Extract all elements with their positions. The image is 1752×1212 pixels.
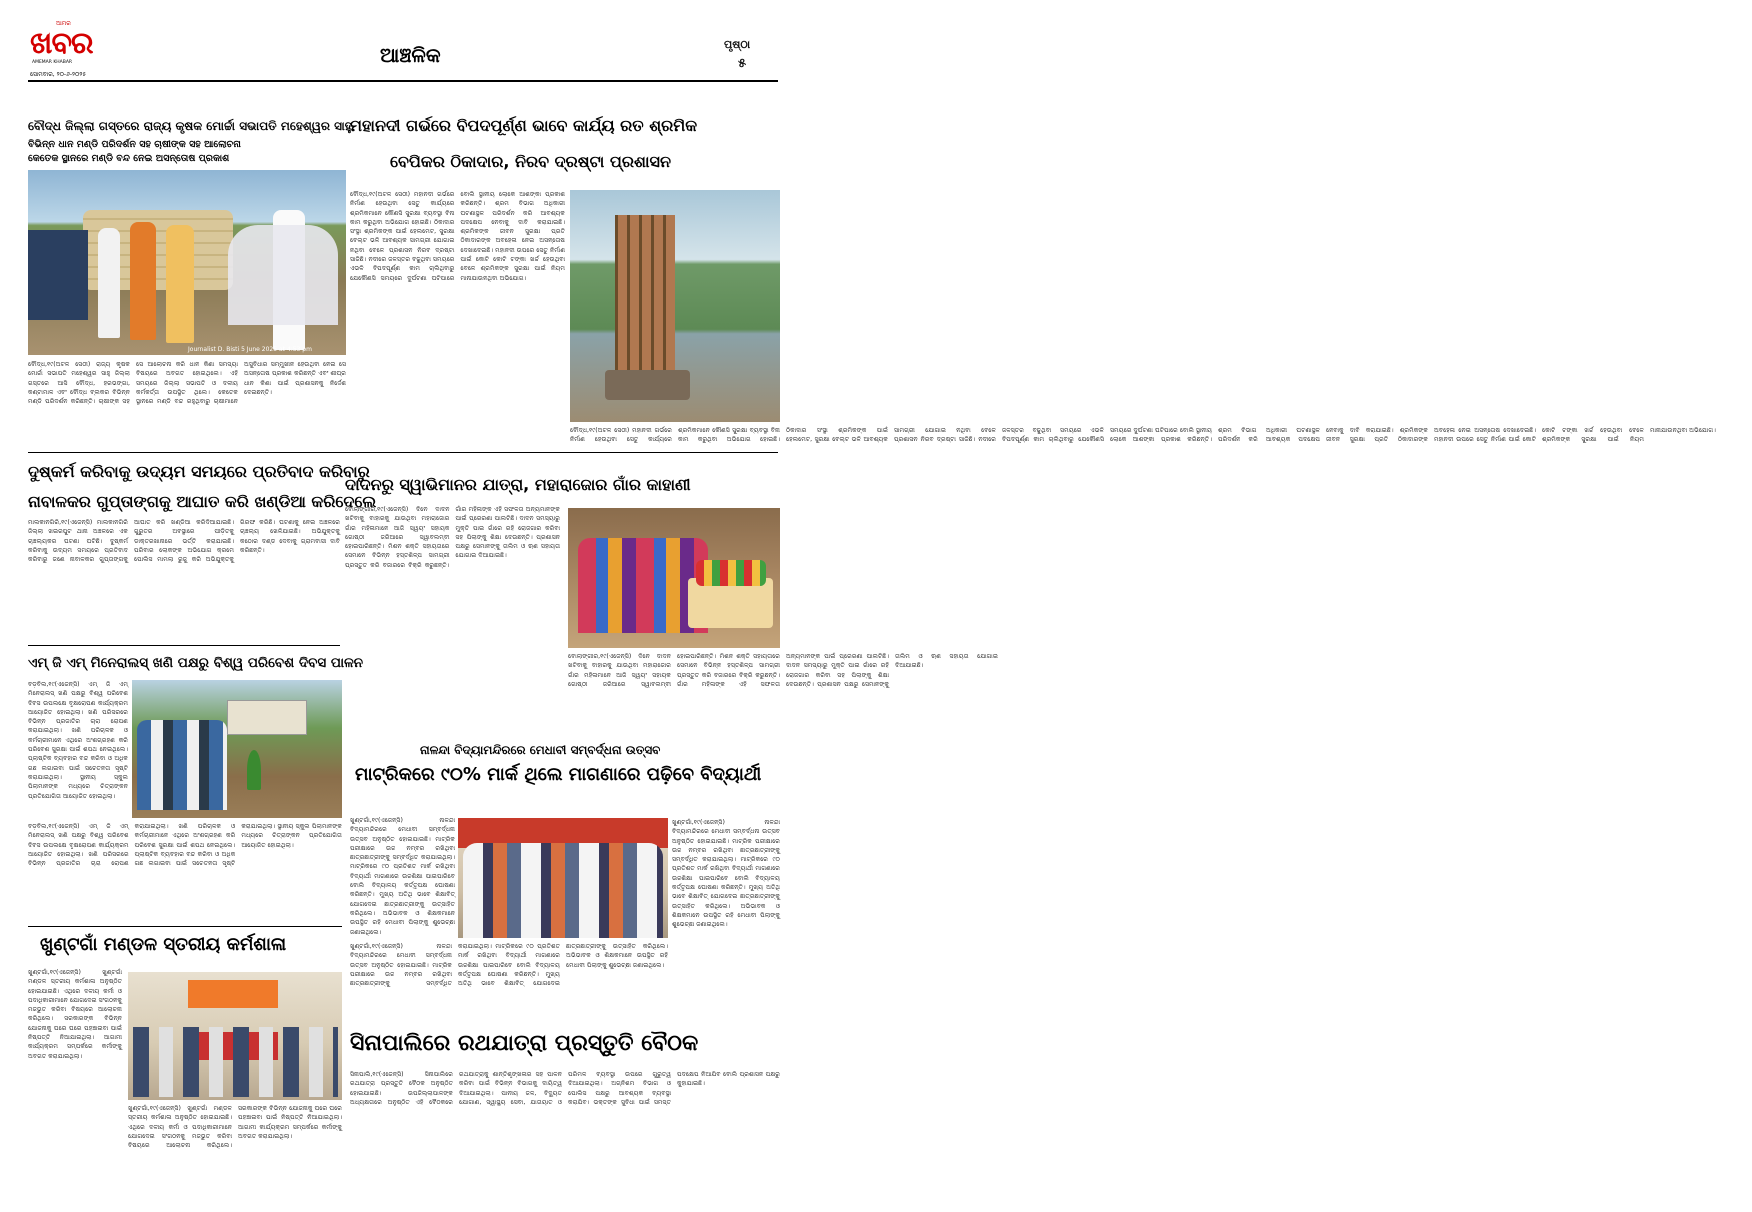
page-label: ପୃଷ୍ଠା <box>724 38 751 51</box>
a4-headline: ଦାଦନରୁ ସ୍ୱାଭିମାନର ଯାତ୍ରା, ମହାରାଜୋର ଗାଁର କାହାଣୀ <box>345 475 691 494</box>
pillar-base <box>605 370 690 400</box>
a6-photo-felicitation <box>458 818 668 938</box>
a6-headline-2: ମାଟ୍ରିକରେ ୯୦% ମାର୍କ ଥିଲେ ମାଗଣାରେ ପଢ଼ିବେ ବିଦ୍ୟାର୍ଥୀ <box>355 764 762 785</box>
attendees <box>463 843 663 938</box>
sapling <box>247 750 261 790</box>
logo <box>30 20 100 70</box>
a3-body: ମାଲକାନଗିରି,୧୯(ଏଜେନ୍ସି) ମାଲକାନଗିରି ଜିଲ୍ଲା ଖଇରପୁଟ ଥାନା ଅଞ୍ଚଳରେ ଏକ ଚାଞ୍ଚଲ୍ୟକର ଘଟଣା ଘଟିଛି। ଦୁଷ୍କର୍ମ କରିବାକୁ ଉଦ୍ୟମ ସମୟରେ ପ୍ରତିବାଦ କରିବାରୁ ଜଣେ ନାବାଳକର ଗୁପ୍ତାଙ୍ଗକୁ ଆଘାତ କରି ଖଣ୍ଡିଆ କରିଦିଆଯାଇଛି। ଗୁରୁତର ଅବସ୍ଥାରେ ପୀଡ଼ିତକୁ ଡାକ୍ତରଖାନାରେ ଭର୍ତ୍ତି କରାଯାଇଛି। ପରିବାର ଲୋକଙ୍କ ଅଭିଯୋଗ କ୍ରମେ ପୋଲିସ ମାମଲା ରୁଜୁ କରି ଅଭିଯୁକ୍ତକୁ ଗିରଫ କରିଛି। ଘଟଣାକୁ ନେଇ ଅଞ୍ଚଳରେ ଚାଞ୍ଚଲ୍ୟ ଖେଳିଯାଇଛି। ଅଭିଯୁକ୍ତକୁ କଠୋର ଦଣ୍ଡ ଦେବାକୁ ଗ୍ରାମବାସୀ ଦାବି କରିଛନ୍ତି। <box>28 519 340 564</box>
tarp <box>28 230 88 320</box>
a6-body: ଖୁଣ୍ଟଗାଁ,୧୯(ଏଜେନ୍ସି) ନାଳନ୍ଦା ବିଦ୍ୟାମନ୍ଦିରରେ ମେଧାବୀ ସମ୍ବର୍ଦ୍ଧନା ଉତ୍ସବ ଅନୁଷ୍ଠିତ ହୋଇଯାଇଛି। ମାଟ୍ରିକ ପରୀକ୍ଷାରେ ଉଚ୍ଚ ନମ୍ବର ରଖିଥିବା ଛାତ୍ରଛାତ୍ରୀଙ୍କୁ ସମ୍ବର୍ଦ୍ଧିତ କରାଯାଇଥିଲା। ମାଟ୍ରିକରେ ୯୦ ପ୍ରତିଶତ ମାର୍କ ରଖିଥିବା ବିଦ୍ୟାର୍ଥୀ ମାଗଣାରେ ଉଚ୍ଚଶିକ୍ଷା ପାଇପାରିବେ ବୋଲି ବିଦ୍ୟାଳୟ କର୍ତ୍ତୃପକ୍ଷ ଘୋଷଣା କରିଛନ୍ତି। ମୁଖ୍ୟ ଅତିଥି ଭାବେ ଶିକ୍ଷାବିତ୍ ଯୋଗଦେଇ ଛାତ୍ରଛାତ୍ରୀଙ୍କୁ ଉତ୍ସାହିତ କରିଥିଲେ। ଅଭିଭାବକ ଓ ଶିକ୍ଷକମାନେ ଉପସ୍ଥିତ ରହି ମେଧାବୀ ପିଲାଙ୍କୁ ଶୁଭେଚ୍ଛା ଜଣାଇଥିଲେ। <box>350 817 455 936</box>
a4-photo-women-group <box>568 508 780 648</box>
pillar-scaffold <box>615 215 675 390</box>
a2-body-columns: ବୌଦ୍ଧ,୧୯(ଅଟଳ ସେଠୀ) ମହାନଦୀ ଗର୍ଭରେ ନିର୍ମାଣ ହେଉଥିବା ସେତୁ କାର୍ଯ୍ୟରେ ଶ୍ରମିକମାନେ କୌଣସି ସୁରକ୍ଷା ବ୍ୟବସ୍ଥା ବିନା କାମ କରୁଥିବା ଅଭିଯୋଗ ହୋଇଛି। ଠିକାଦାର ସଂସ୍ଥା ଶ୍ରମିକଙ୍କ ପାଇଁ ହେଲମେଟ, ସୁରକ୍ଷା ବେଲ୍ଟ ଭଳି ଆବଶ୍ୟକ ସାମଗ୍ରୀ ଯୋଗାଇ ନଥିବା ବେଳେ ପ୍ରଶାସନ ନିରବ ଦ୍ରଷ୍ଟା ସାଜିଛି। ନଦୀରେ ଜଳସ୍ତର ବଢୁଥିବା ସମୟରେ ଏଭଳି ବିପଦପୂର୍ଣ୍ଣ କାମ ଚାଲିଥିବାରୁ ଯେକୌଣସି ସମୟରେ ଦୁର୍ଘଟଣା ଘଟିପାରେ ବୋଲି ସ୍ଥାନୀୟ ଲୋକେ ଆଶଙ୍କା ପ୍ରକାଶ କରିଛନ୍ତି। ଶ୍ରମ ବିଭାଗ ଅଧିକାରୀ ଘଟଣାସ୍ଥଳ ପରିଦର୍ଶନ କରି ଆବଶ୍ୟକ ପଦକ୍ଷେପ ନେବାକୁ ଦାବି କରାଯାଇଛି। ଶ୍ରମିକଙ୍କ ଜୀବନ ସୁରକ୍ଷା ପ୍ରତି ଠିକାଦାରଙ୍କ ଅବହେଳା ନେଇ ଅସନ୍ତୋଷ ଦେଖାଦେଇଛି। ମହାନଦୀ ଉପରେ ସେତୁ ନିର୍ମାଣ ପାଇଁ କୋଟି କୋଟି ଟଙ୍କା ଖର୍ଚ୍ଚ ହେଉଥିବା ବେଳେ ଶ୍ରମିକଙ୍କ ସୁରକ୍ଷା ପାଇଁ ନିୟମ ମାନାଯାଉନଥିବା ଅଭିଯୋଗ। <box>350 191 565 282</box>
a1-headline: ବୌଦ୍ଧ ଜିଲ୍ଲା ଗସ୍ତରେ ରାଜ୍ୟ କୃଷକ ମୋର୍ଚ୍ଚା ସଭାପତି ମହେଶ୍ୱର ସାହୁ <box>28 119 352 133</box>
a2-photo-bridge-pillar <box>570 190 780 422</box>
a6-body-bottom: ଖୁଣ୍ଟଗାଁ,୧୯(ଏଜେନ୍ସି) ନାଳନ୍ଦା ବିଦ୍ୟାମନ୍ଦିରରେ ମେଧାବୀ ସମ୍ବର୍ଦ୍ଧନା ଉତ୍ସବ ଅନୁଷ୍ଠିତ ହୋଇଯାଇଛି। ମାଟ୍ରିକ ପରୀକ୍ଷାରେ ଉଚ୍ଚ ନମ୍ବର ରଖିଥିବା ଛାତ୍ରଛାତ୍ରୀଙ୍କୁ ସମ୍ବର୍ଦ୍ଧିତ କରାଯାଇଥିଲା। ମାଟ୍ରିକରେ ୯୦ ପ୍ରତିଶତ ମାର୍କ ରଖିଥିବା ବିଦ୍ୟାର୍ଥୀ ମାଗଣାରେ ଉଚ୍ଚଶିକ୍ଷା ପାଇପାରିବେ ବୋଲି ବିଦ୍ୟାଳୟ କର୍ତ୍ତୃପକ୍ଷ ଘୋଷଣା କରିଛନ୍ତି। ମୁଖ୍ୟ ଅତିଥି ଭାବେ ଶିକ୍ଷାବିତ୍ ଯୋଗଦେଇ ଛାତ୍ରଛାତ୍ରୀଙ୍କୁ ଉତ୍ସାହିତ କରିଥିଲେ। ଅଭିଭାବକ ଓ ଶିକ୍ଷକମାନେ ଉପସ୍ଥିତ ରହି ମେଧାବୀ ପିଲାଙ୍କୁ ଶୁଭେଚ୍ଛା ଜଣାଇଥିଲେ। <box>350 943 668 988</box>
divider-2 <box>28 645 340 646</box>
a1-body: ବୌଦ୍ଧ,୧୯(ଅଟଳ ସେଠୀ) ରାଜ୍ୟ କୃଷକ ମୋର୍ଚ୍ଚା ସଭାପତି ମହେଶ୍ୱର ସାହୁ ଜିଲ୍ଲା ଗସ୍ତରେ ଆସି ବୌଦ୍ଧ, ହରଭଙ୍ଗା, କଣ୍ଟାମାଳ ଏବଂ ବୌଦ୍ଧ ବ୍ଲକର ବିଭିନ୍ନ ମଣ୍ଡି ପରିଦର୍ଶନ କରିଛନ୍ତି। ଚାଷୀଙ୍କ ସହ ସେ ଆଲୋଚନା କରି ଧାନ କିଣା ସମସ୍ୟା ବିଷୟରେ ଅବଗତ ହୋଇଥିଲେ। ଏହି ସମୟରେ ଜିଲ୍ଲା ସଭାପତି ଓ ଦଳୀୟ କର୍ମକର୍ତ୍ତା ଉପସ୍ଥିତ ଥିଲେ। କେତେକ ସ୍ଥାନରେ ମଣ୍ଡି ବନ୍ଦ ରହୁଥିବାରୁ ଚାଷୀମାନେ ଅସୁବିଧାର ସମ୍ମୁଖୀନ ହେଉଥିବା ନେଇ ସେ ଅସନ୍ତୋଷ ପ୍ରକାଶ କରିଛନ୍ତି ଏବଂ ଶୀଘ୍ର ଧାନ କିଣା ପାଇଁ ପ୍ରଶାସନକୁ ନିର୍ଦ୍ଦେଶ ଦେଇଛନ୍ତି। <box>28 361 346 406</box>
issue-date: ସୋମବାର, ୨୦-୬-୨୦୨୫ <box>30 71 87 78</box>
a4-body-continued: ବୋଲାଙ୍ଗୀର,୧୯(ଏଜେନ୍ସି) ଦିନେ ଦାଦନ ଖଟିବାକୁ ବାହାରକୁ ଯାଉଥିବା ମହାରାଜୋର ଗାଁର ମହିଳାମାନେ ଆଜି ସ୍ୱୟଂ ସହାୟକ ଗୋଷ୍ଠୀ ଜରିଆରେ ସ୍ୱାବଲମ୍ବୀ ହୋଇପାରିଛନ୍ତି। ମିଶନ ଶକ୍ତି ସହାୟତାରେ ସେମାନେ ବିଭିନ୍ନ ହସ୍ତଶିଳ୍ପ ସାମଗ୍ରୀ ପ୍ରସ୍ତୁତ କରି ବଜାରରେ ବିକ୍ରି କରୁଛନ୍ତି। ଗାଁର ମହିଳାଙ୍କ ଏହି ସଫଳତା ଅନ୍ୟମାନଙ୍କ ପାଇଁ ପ୍ରେରଣା ପାଲଟିଛି। ଦାଦନ ସମସ୍ୟାରୁ ମୁକ୍ତି ପାଇ ଗାଁରେ ରହି ରୋଜଗାର କରିବା ସହ ପିଲାଙ୍କୁ ଶିକ୍ଷା ଦେଉଛନ୍ତି। ପ୍ରଶାସନ ପକ୍ଷରୁ ସେମାନଙ୍କୁ ତାଲିମ ଓ ଋଣ ସହାୟତା ଯୋଗାଇ ଦିଆଯାଇଛି। <box>568 653 998 688</box>
person-1 <box>98 228 120 338</box>
a1-photo-caption: Journalist D. Bisti 5 June 2025 at 4:53 pm <box>188 346 312 353</box>
a8-headline: ସିନାପାଲିରେ ରଥଯାତ୍ରା ପ୍ରସ୍ତୁତି ବୈଠକ <box>350 1031 699 1056</box>
a5-photo-tree-planting <box>132 680 342 818</box>
craft-items <box>696 560 766 586</box>
a5-body-continued: ବଡ଼ବିଲ,୧୯(ଏଜେନ୍ସି) ଏମ୍ ଜି ଏମ୍ ମିନେରାଲସ୍ ଖଣି ପକ୍ଷରୁ ବିଶ୍ୱ ପରିବେଶ ଦିବସ ଉପଲକ୍ଷେ ବୃକ୍ଷରୋପଣ କାର୍ଯ୍ୟକ୍ରମ ଆୟୋଜିତ ହୋଇଥିଲା। ଖଣି ପରିସରରେ ବିଭିନ୍ନ ପ୍ରଜାତିର ଚାରା ରୋପଣ କରାଯାଇଥିଲା। ଖଣି ପରିଚାଳକ ଓ କର୍ମଚାରୀମାନେ ଏଥିରେ ଅଂଶଗ୍ରହଣ କରି ପରିବେଶ ସୁରକ୍ଷା ପାଇଁ ଶପଥ ନେଇଥିଲେ। ପ୍ଲାଷ୍ଟିକ ବ୍ୟବହାର ବନ୍ଦ କରିବା ଓ ଅଧିକ ଗଛ ଲଗାଇବା ପାଇଁ ସଚେତନତା ସୃଷ୍ଟି କରାଯାଇଥିଲା। ସ୍ଥାନୀୟ ସ୍କୁଲ ପିଲାମାନଙ୍କ ମଧ୍ୟରେ ଚିତ୍ରାଙ୍କନ ପ୍ରତିଯୋଗିତା ଆୟୋଜିତ ହୋଇଥିଲା। <box>28 823 342 868</box>
a3-headline-1: ଦୁଷ୍କର୍ମ କରିବାକୁ ଉଦ୍ୟମ ସମୟରେ ପ୍ରତିବାଦ କରିବାରୁ <box>28 462 370 481</box>
person-2 <box>130 222 156 340</box>
banner <box>227 700 307 735</box>
tent <box>228 225 338 325</box>
seated-people <box>133 1027 338 1097</box>
a6-body-right: ଖୁଣ୍ଟଗାଁ,୧୯(ଏଜେନ୍ସି) ନାଳନ୍ଦା ବିଦ୍ୟାମନ୍ଦିରରେ ମେଧାବୀ ସମ୍ବର୍ଦ୍ଧନା ଉତ୍ସବ ଅନୁଷ୍ଠିତ ହୋଇଯାଇଛି। ମାଟ୍ରିକ ପରୀକ୍ଷାରେ ଉଚ୍ଚ ନମ୍ବର ରଖିଥିବା ଛାତ୍ରଛାତ୍ରୀଙ୍କୁ ସମ୍ବର୍ଦ୍ଧିତ କରାଯାଇଥିଲା। ମାଟ୍ରିକରେ ୯୦ ପ୍ରତିଶତ ମାର୍କ ରଖିଥିବା ବିଦ୍ୟାର୍ଥୀ ମାଗଣାରେ ଉଚ୍ଚଶିକ୍ଷା ପାଇପାରିବେ ବୋଲି ବିଦ୍ୟାଳୟ କର୍ତ୍ତୃପକ୍ଷ ଘୋଷଣା କରିଛନ୍ତି। ମୁଖ୍ୟ ଅତିଥି ଭାବେ ଶିକ୍ଷାବିତ୍ ଯୋଗଦେଇ ଛାତ୍ରଛାତ୍ରୀଙ୍କୁ ଉତ୍ସାହିତ କରିଥିଲେ। ଅଭିଭାବକ ଓ ଶିକ୍ଷକମାନେ ଉପସ୍ଥିତ ରହି ମେଧାବୀ ପିଲାଙ୍କୁ ଶୁଭେଚ୍ଛା ଜଣାଇଥିଲେ। <box>672 819 780 929</box>
a1-subheadline-1: ବିଭିନ୍ନ ଧାନ ମଣ୍ଡି ପରିଦର୍ଶନ ସହ ଚାଷୀଙ୍କ ସହ ଆଲୋଚନା <box>28 139 241 150</box>
divider-1 <box>28 452 778 453</box>
a2-headline-1: ମହାନଦୀ ଗର୍ଭରେ ବିପଦପୂର୍ଣ୍ଣ ଭାବେ କାର୍ଯ୍ୟ ରତ ଶ୍ରମିକ <box>350 116 698 135</box>
a7-body: ଖୁଣ୍ଟଗାଁ,୧୯(ଏଜେନ୍ସି) ଖୁଣ୍ଟଗାଁ ମଣ୍ଡଳ ସ୍ତରୀୟ କର୍ମଶାଳା ଅନୁଷ୍ଠିତ ହୋଇଯାଇଛି। ଏଥିରେ ଦଳୀୟ କର୍ମୀ ଓ ପଦାଧିକାରୀମାନେ ଯୋଗଦେଇ ସଂଗଠନକୁ ମଜଭୁତ କରିବା ବିଷୟରେ ଆଲୋଚନା କରିଥିଲେ। ସରକାରଙ୍କ ବିଭିନ୍ନ ଯୋଜନାକୁ ଘରେ ଘରେ ପହଞ୍ଚାଇବା ପାଇଁ ନିଷ୍ପତ୍ତି ନିଆଯାଇଥିଲା। ଆଗାମୀ କାର୍ଯ୍ୟକ୍ରମ ସମ୍ପର୍କରେ କର୍ମୀଙ୍କୁ ଅବଗତ କରାଯାଇଥିଲା। <box>28 969 122 1060</box>
person-3 <box>166 225 194 343</box>
logo-small-text: ଆମର <box>56 20 71 27</box>
a7-headline: ଖୁଣ୍ଟଗାଁ ମଣ୍ଡଳ ସ୍ତରୀୟ କର୍ମଶାଳା <box>40 934 287 955</box>
a5-headline: ଏମ୍ ଜି ଏମ୍ ମିନେରାଲସ୍ ଖଣି ପକ୍ଷରୁ ବିଶ୍ୱ ପରିବେଶ ଦିବସ ପାଳନ <box>28 655 364 671</box>
wall-banner <box>188 980 278 1008</box>
a3-headline-2: ନାବାଳକର ଗୁପ୍ତାଙ୍ଗକୁ ଆଘାତ କରି ଖଣ୍ଡିଆ କରିଦେଲେ <box>28 492 377 511</box>
masthead-rule <box>28 80 778 82</box>
a8-body: ସିନାପାଲି,୧୯(ଏଜେନ୍ସି) ସିନାପାଲିରେ ରଥଯାତ୍ରା ପ୍ରସ୍ତୁତି ବୈଠକ ଅନୁଷ୍ଠିତ ହୋଇଯାଇଛି। ଉପଜିଲ୍ଲାପାଳଙ୍କ ଅଧ୍ୟକ୍ଷତାରେ ଅନୁଷ୍ଠିତ ଏହି ବୈଠକରେ ରଥଯାତ୍ରାକୁ ଶାନ୍ତିଶୃଙ୍ଖଳାର ସହ ପାଳନ କରିବା ପାଇଁ ବିଭିନ୍ନ ବିଭାଗକୁ ଦାୟିତ୍ୱ ଦିଆଯାଇଥିଲା। ପାନୀୟ ଜଳ, ବିଦ୍ୟୁତ ଯୋଗାଣ, ସ୍ୱାସ୍ଥ୍ୟ ସେବା, ଯାତାୟାତ ଓ ପରିମଳ ବ୍ୟବସ୍ଥା ଉପରେ ଗୁରୁତ୍ୱ ଦିଆଯାଇଥିଲା। ଅଗ୍ନିଶମ ବିଭାଗ ଓ ପୋଲିସ ପକ୍ଷରୁ ଆବଶ୍ୟକ ବ୍ୟବସ୍ଥା କରାଯିବ। ଭକ୍ତଙ୍କ ସୁବିଧା ପାଇଁ ସମସ୍ତ ପଦକ୍ଷେପ ନିଆଯିବ ବୋଲି ପ୍ରଶାସନ ପକ୍ଷରୁ କୁହାଯାଇଛି। <box>350 1071 780 1106</box>
a2-headline-2: ବେପିକର ଠିକାଦାର, ନିରବ ଦ୍ରଷ୍ଟା ପ୍ରଶାସନ <box>390 152 671 171</box>
logo-main-text: ଖବର <box>30 26 93 61</box>
a7-photo-workshop <box>128 972 342 1100</box>
a2-body-continued: ବୌଦ୍ଧ,୧୯(ଅଟଳ ସେଠୀ) ମହାନଦୀ ଗର୍ଭରେ ନିର୍ମାଣ ହେଉଥିବା ସେତୁ କାର୍ଯ୍ୟରେ ଶ୍ରମିକମାନେ କୌଣସି ସୁରକ୍ଷା ବ୍ୟବସ୍ଥା ବିନା କାମ କରୁଥିବା ଅଭିଯୋଗ ହୋଇଛି। ଠିକାଦାର ସଂସ୍ଥା ଶ୍ରମିକଙ୍କ ପାଇଁ ହେଲମେଟ, ସୁରକ୍ଷା ବେଲ୍ଟ ଭଳି ଆବଶ୍ୟକ ସାମଗ୍ରୀ ଯୋଗାଇ ନଥିବା ବେଳେ ପ୍ରଶାସନ ନିରବ ଦ୍ରଷ୍ଟା ସାଜିଛି। ନଦୀରେ ଜଳସ୍ତର ବଢୁଥିବା ସମୟରେ ଏଭଳି ବିପଦପୂର୍ଣ୍ଣ କାମ ଚାଲିଥିବାରୁ ଯେକୌଣସି ସମୟରେ ଦୁର୍ଘଟଣା ଘଟିପାରେ ବୋଲି ସ୍ଥାନୀୟ ଲୋକେ ଆଶଙ୍କା ପ୍ରକାଶ କରିଛନ୍ତି। ଶ୍ରମ ବିଭାଗ ଅଧିକାରୀ ଘଟଣାସ୍ଥଳ ପରିଦର୍ଶନ କରି ଆବଶ୍ୟକ ପଦକ୍ଷେପ ନେବାକୁ ଦାବି କରାଯାଇଛି। ଶ୍ରମିକଙ୍କ ଜୀବନ ସୁରକ୍ଷା ପ୍ରତି ଠିକାଦାରଙ୍କ ଅବହେଳା ନେଇ ଅସନ୍ତୋଷ ଦେଖାଦେଇଛି। ମହାନଦୀ ଉପରେ ସେତୁ ନିର୍ମାଣ ପାଇଁ କୋଟି କୋଟି ଟଙ୍କା ଖର୍ଚ୍ଚ ହେଉଥିବା ବେଳେ ଶ୍ରମିକଙ୍କ ସୁରକ୍ଷା ପାଇଁ ନିୟମ ମାନାଯାଉନଥିବା ଅଭିଯୋଗ। <box>570 427 1716 444</box>
a7-body-continued: ଖୁଣ୍ଟଗାଁ,୧୯(ଏଜେନ୍ସି) ଖୁଣ୍ଟଗାଁ ମଣ୍ଡଳ ସ୍ତରୀୟ କର୍ମଶାଳା ଅନୁଷ୍ଠିତ ହୋଇଯାଇଛି। ଏଥିରେ ଦଳୀୟ କର୍ମୀ ଓ ପଦାଧିକାରୀମାନେ ଯୋଗଦେଇ ସଂଗଠନକୁ ମଜଭୁତ କରିବା ବିଷୟରେ ଆଲୋଚନା କରିଥିଲେ। ସରକାରଙ୍କ ବିଭିନ୍ନ ଯୋଜନାକୁ ଘରେ ଘରେ ପହଞ୍ଚାଇବା ପାଇଁ ନିଷ୍ପତ୍ତି ନିଆଯାଇଥିଲା। ଆଗାମୀ କାର୍ଯ୍ୟକ୍ରମ ସମ୍ପର୍କରେ କର୍ମୀଙ୍କୁ ଅବଗତ କରାଯାଇଥିଲା। <box>128 1105 342 1150</box>
people-group <box>137 720 227 810</box>
masthead <box>0 0 800 78</box>
a6-headline-1: ନାଳନ୍ଦା ବିଦ୍ୟାମନ୍ଦିରରେ ମେଧାବୀ ସମ୍ବର୍ଦ୍ଧନା ଉତ୍ସବ <box>420 743 661 757</box>
a1-subheadline-2: କେତେକ ସ୍ଥାନରେ ମଣ୍ଡି ବନ୍ଦ ନେଇ ଅସନ୍ତୋଷ ପ୍ରକାଶ <box>28 153 230 164</box>
a1-photo-farm-visit <box>28 170 346 355</box>
page-number: ୫ <box>738 56 747 71</box>
section-title: ଆଞ୍ଚଳିକ <box>380 43 441 67</box>
divider-3 <box>28 926 342 927</box>
logo-subtitle: AMEMAR KHABAR <box>32 60 73 65</box>
a5-body: ବଡ଼ବିଲ,୧୯(ଏଜେନ୍ସି) ଏମ୍ ଜି ଏମ୍ ମିନେରାଲସ୍ ଖଣି ପକ୍ଷରୁ ବିଶ୍ୱ ପରିବେଶ ଦିବସ ଉପଲକ୍ଷେ ବୃକ୍ଷରୋପଣ କାର୍ଯ୍ୟକ୍ରମ ଆୟୋଜିତ ହୋଇଥିଲା। ଖଣି ପରିସରରେ ବିଭିନ୍ନ ପ୍ରଜାତିର ଚାରା ରୋପଣ କରାଯାଇଥିଲା। ଖଣି ପରିଚାଳକ ଓ କର୍ମଚାରୀମାନେ ଏଥିରେ ଅଂଶଗ୍ରହଣ କରି ପରିବେଶ ସୁରକ୍ଷା ପାଇଁ ଶପଥ ନେଇଥିଲେ। ପ୍ଲାଷ୍ଟିକ ବ୍ୟବହାର ବନ୍ଦ କରିବା ଓ ଅଧିକ ଗଛ ଲଗାଇବା ପାଇଁ ସଚେତନତା ସୃଷ୍ଟି କରାଯାଇଥିଲା। ସ୍ଥାନୀୟ ସ୍କୁଲ ପିଲାମାନଙ୍କ ମଧ୍ୟରେ ଚିତ୍ରାଙ୍କନ ପ୍ରତିଯୋଗିତା ଆୟୋଜିତ ହୋଇଥିଲା। <box>28 681 128 800</box>
a4-body: ବୋଲାଙ୍ଗୀର,୧୯(ଏଜେନ୍ସି) ଦିନେ ଦାଦନ ଖଟିବାକୁ ବାହାରକୁ ଯାଉଥିବା ମହାରାଜୋର ଗାଁର ମହିଳାମାନେ ଆଜି ସ୍ୱୟଂ ସହାୟକ ଗୋଷ୍ଠୀ ଜରିଆରେ ସ୍ୱାବଲମ୍ବୀ ହୋଇପାରିଛନ୍ତି। ମିଶନ ଶକ୍ତି ସହାୟତାରେ ସେମାନେ ବିଭିନ୍ନ ହସ୍ତଶିଳ୍ପ ସାମଗ୍ରୀ ପ୍ରସ୍ତୁତ କରି ବଜାରରେ ବିକ୍ରି କରୁଛନ୍ତି। ଗାଁର ମହିଳାଙ୍କ ଏହି ସଫଳତା ଅନ୍ୟମାନଙ୍କ ପାଇଁ ପ୍ରେରଣା ପାଲଟିଛି। ଦାଦନ ସମସ୍ୟାରୁ ମୁକ୍ତି ପାଇ ଗାଁରେ ରହି ରୋଜଗାର କରିବା ସହ ପିଲାଙ୍କୁ ଶିକ୍ଷା ଦେଉଛନ୍ତି। ପ୍ରଶାସନ ପକ୍ଷରୁ ସେମାନଙ୍କୁ ତାଲିମ ଓ ଋଣ ସହାୟତା ଯୋଗାଇ ଦିଆଯାଇଛି। <box>345 506 560 569</box>
